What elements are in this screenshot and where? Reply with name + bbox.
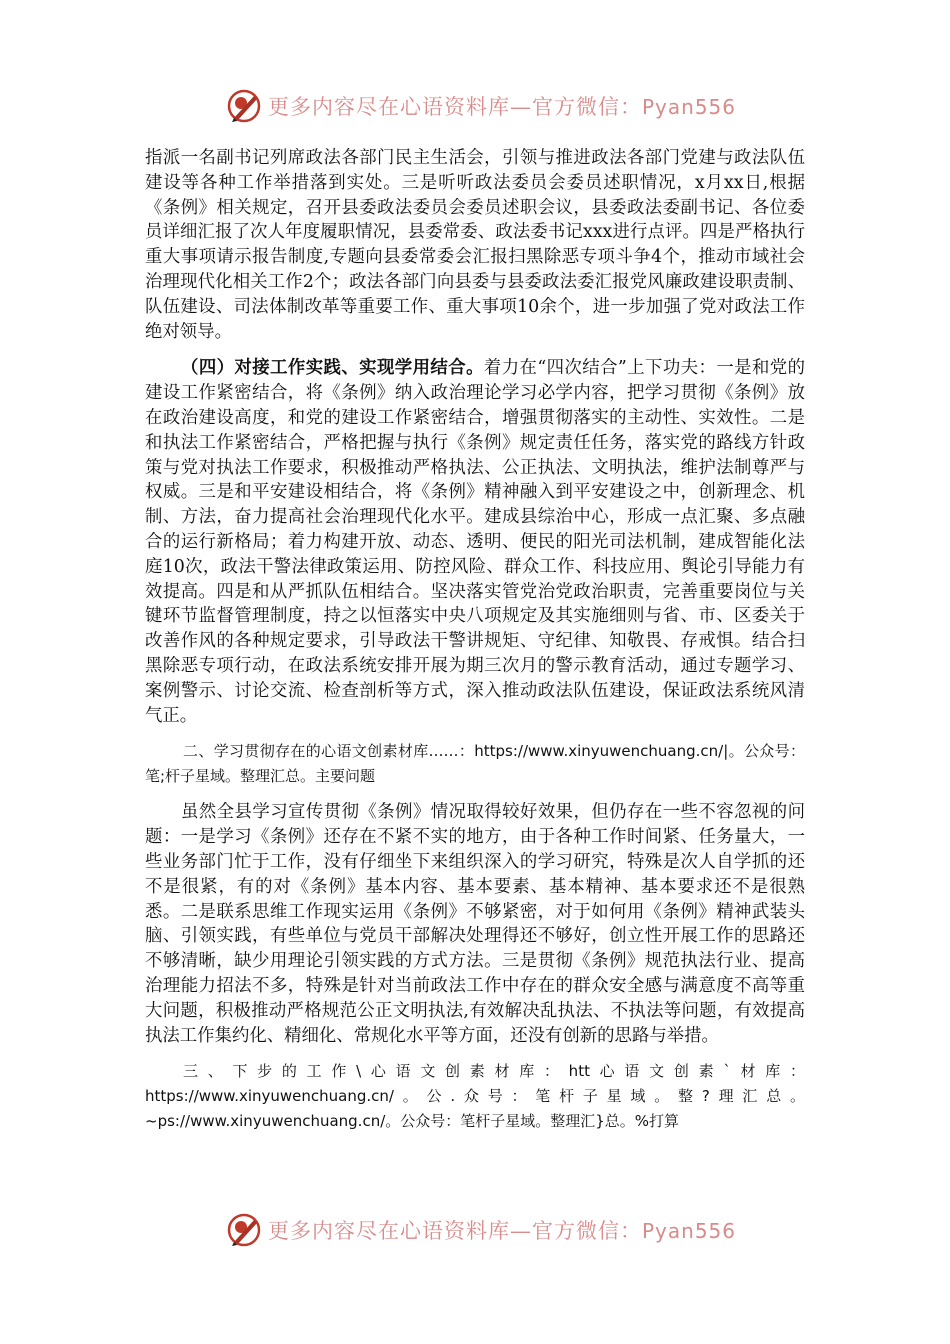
banner-text: 更多内容尽在心语资料库—官方微信： [268,1219,642,1243]
banner-text: 更多内容尽在心语资料库—官方微信： [268,95,642,119]
banner-wechat-id: Pyan556 [642,1219,737,1243]
section-heading-4: （四）对接工作实践、实现学用结合。 [181,358,484,379]
paragraph-2 [145,356,805,728]
pen-logo-icon [226,88,262,124]
section-2-title: 二、学习贯彻存在的心语文创素材库……：https://www.xinyuwenchuang.cn/|。公众号：笔;杆子星域。整理汇总。主要问题 [145,742,805,786]
header-banner [226,86,736,126]
paragraph-4: 虽然全县学习宣传贯彻《条例》情况取得较好效果，但仍存在一些不容忽视的问题：一是学习《条例》还存在不紧不实的地方，由于各种工作时间紧、任务量大，一些业务部门忙于工作，没有仔细坐下来组织深入的学习研究，特殊是次人自学抓的还不是很紧，有的对《条例》基本内容、基本要素、基本精神、基本要求还不是很熟悉。二是联系思维工作现实运用《条例》不够紧密，对于如何用《条例》精神武装头脑、引领实践，有些单位与党员干部解决处理得还不够好，创立性开展工作的思路还不够清晰，缺少用理论引领实践的方式方法。三是贯彻《条例》规范执法行业、提高治理能力招法不多，特殊是针对当前政法工作中存在的群众安全感与满意度不高等重大问题，积极推动严格规范公正文明执法,有效解决乱执法、不执法等问题，有效提高执法工作集约化、精细化、常规化水平等方面，还没有创新的思路与举措。 [145,802,805,1046]
section-3-title: 三、下步的工作\心语文创素材库：htt心语文创素`材库：https://www.xinyuwenchuang.cn/。公.众号：笔杆子星域。整?理汇总。~ps://www.xinyuwenchuang.cn/。公众号：笔杆子星域。整理汇}总。%打算 [145,1062,805,1131]
paragraph-2-body: 着力在“四次结合”上下功夫：一是和党的建设工作紧密结合，将《条例》纳入政治理论学习必学内容，把学习贯彻《条例》放在政治建设高度，和党的建设工作紧密结合，增强贯彻落实的主动性、实效性。二是和执法工作紧密结合，严格把握与执行《条例》规定责任任务，落实党的路线方针政策与党对执法工作要求，积极推动严格执法、公正执法、文明执法，维护法制尊严与权威。三是和平安建设相结合，将《条例》精神融入到平安建设之中，创新理念、机制、方法，奋力提高社会治理现代化水平。建成县综治中心，形成一点汇聚、多点融合的运行新格局；着力构建开放、动态、透明、便民的阳光司法机制，建成智能化法庭10次，政法干警法律政策运用、防控风险、群众工作、科技应用、舆论引导能力有效提高。四是和从严抓队伍相结合。坚决落实管党治党政治职责，完善重要岗位与关键环节监督管理制度，持之以恒落实中央八项规定及其实施细则与省、市、区委关于改善作风的各种规定要求，引导政法干警讲规矩、守纪律、知敬畏、存戒惧。结合扫黑除恶专项行动，在政法系统安排开展为期三次月的警示教育活动，通过专题学习、案例警示、讨论交流、检查剖析等方式，深入推动政法队伍建设，保证政法系统风清气正。 [145,358,805,726]
pen-logo-icon [226,1212,262,1248]
footer-banner [226,1210,736,1250]
paragraph-1: 指派一名副书记列席政法各部门民主生活会，引领与推进政法各部门党建与政法队伍建设等各种工作举措落到实处。三是听听政法委员会委员述职情况，x月xx日,根据《条例》相关规定，召开县委政法委员会委员述职会议，县委政法委副书记、各位委员详细汇报了次人年度履职情况，县委常委、政法委书记xxx进行点评。四是严格执行重大事项请示报告制度,专题向县委常委会汇报扫黑除恶专项斗争4个，推动市域社会治理现代化相关工作2个；政法各部门向县委与县委政法委汇报党风廉政建设职责制、队伍建设、司法体制改革等重要工作、重大事项10余个，进一步加强了党对政法工作绝对领导。 [145,148,805,342]
document-body [145,146,805,1134]
banner-wechat-id: Pyan556 [642,95,737,119]
